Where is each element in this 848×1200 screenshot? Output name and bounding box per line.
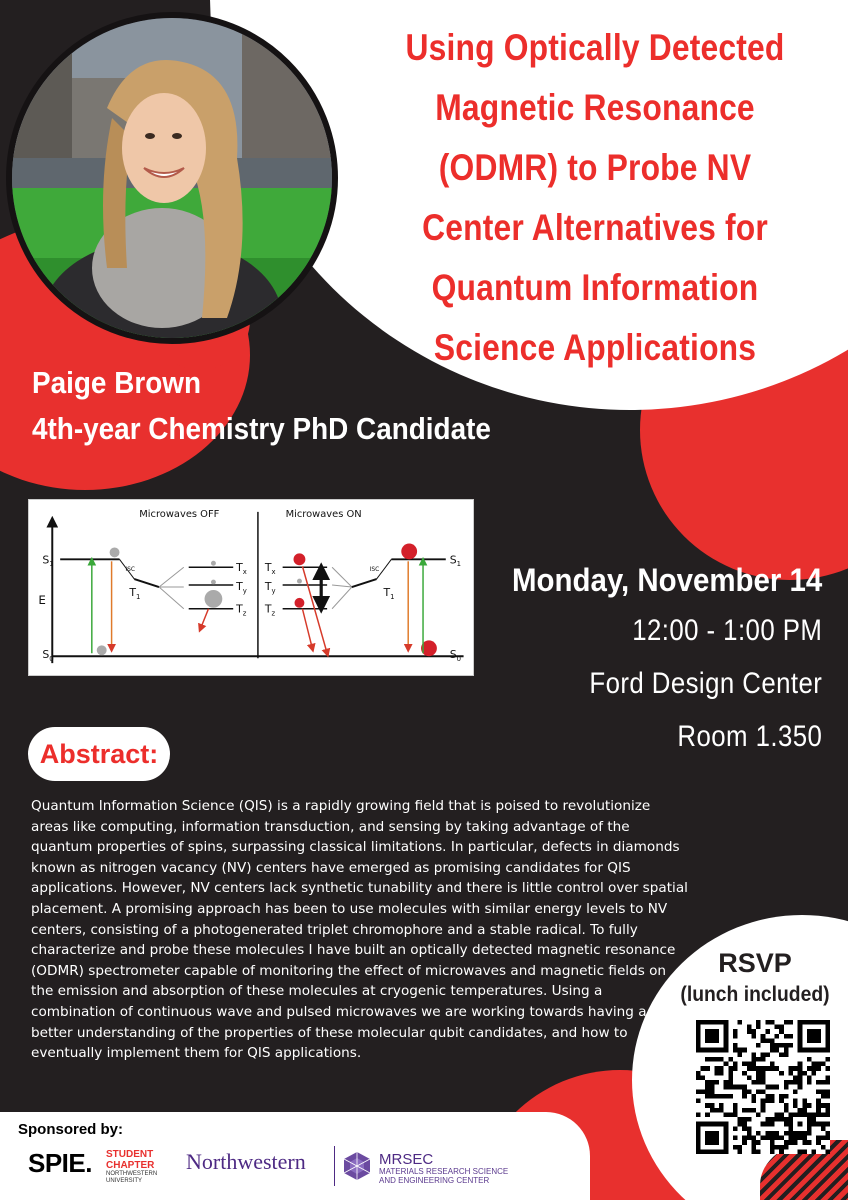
speaker-photo bbox=[6, 12, 338, 344]
event-room: Room 1.350 bbox=[677, 720, 822, 753]
svg-text:S0: $S_0$ bbox=[42, 648, 54, 664]
svg-text:T1: $T_1$ bbox=[383, 585, 395, 601]
label-tz-left: T bbox=[236, 602, 243, 616]
rsvp-note: (lunch included) bbox=[680, 983, 830, 1006]
label-microwaves-off: Microwaves OFF bbox=[139, 508, 220, 520]
spie-chapter-text: STUDENT CHAPTER NORTHWESTERN UNIVERSITY bbox=[106, 1149, 158, 1184]
label-tx-right: T bbox=[264, 561, 272, 575]
abstract-text: Quantum Information Science (QIS) is a rapidly growing field that is poised to revolutionize areas like computing, information transduction, and sensing by taking advantage of the quantum properties of spins, surpassing classical limitations. In particular, defects in diamonds known as nitrogen vacancy (NV) centers have emerged as promising candidates for QIS applications. However, NV centers lack synthetic tunability and there is little control over spatial placement. A promising approach has been to use molecules with similar energy levels to NV centers, consisting of a photogenerated triplet chromophore and a stable radical. To fully characterize and probe these molecules I have built an optically detected magnetic resonance (ODMR) spectrometer capable of monitoring the effect of microwaves and magnetic fields on the emission and absorption of these molecules at cryogenic temperatures. Using a combination of continuous wave and pulsed microwaves we are working towards having a better understanding of the properties of these molecular qubit candidates, and how to eventually implement them for QIS applications. bbox=[31, 798, 688, 1062]
svg-text:Ty: $T_y$ bbox=[236, 579, 247, 595]
svg-text:Tx: $T_x$ bbox=[264, 561, 276, 577]
axis-energy: E bbox=[38, 592, 46, 607]
label-s1-left: S bbox=[42, 553, 50, 567]
label-ty-right: T bbox=[264, 579, 272, 593]
svg-text:Ty: $T_y$ bbox=[264, 579, 276, 595]
event-title: Using Optically Detected Magnetic Resonance (ODMR) to Probe NV Center Alternatives for Quantum Information Science Applications bbox=[405, 27, 785, 368]
northwestern-logo: Northwestern bbox=[186, 1149, 306, 1174]
speaker-info bbox=[32, 360, 491, 452]
event-time: 12:00 - 1:00 PM bbox=[631, 614, 822, 647]
label-ty-left: T bbox=[236, 579, 243, 593]
event-venue: Ford Design Center bbox=[589, 667, 822, 700]
speaker-role: 4th-year Chemistry PhD Candidate bbox=[32, 411, 491, 446]
svg-text:S0: $S_0$ bbox=[449, 648, 462, 664]
label-s0-right: S bbox=[449, 648, 457, 662]
spie-logo: SPIE. bbox=[28, 1148, 92, 1178]
sponsor-divider bbox=[334, 1146, 335, 1186]
label-isc-left: ISC bbox=[125, 566, 136, 574]
svg-text:S1: $S_1$ bbox=[42, 553, 54, 569]
rsvp-block bbox=[660, 944, 848, 1008]
label-tz-right: T bbox=[264, 602, 272, 616]
abstract-label: Abstract: bbox=[28, 727, 170, 781]
event-date: Monday, November 14 bbox=[511, 562, 822, 598]
label-tx-left: T bbox=[236, 561, 243, 575]
label-microwaves-on: Microwaves ON bbox=[285, 508, 362, 520]
speaker-name: Paige Brown bbox=[32, 365, 201, 400]
label-isc-right: ISC bbox=[369, 566, 380, 574]
svg-text:S1: $S_1$ bbox=[449, 553, 462, 569]
svg-text:Tz: $T_z$ bbox=[236, 602, 247, 618]
label-t1-right: T bbox=[383, 585, 391, 599]
odmr-energy-diagram bbox=[28, 499, 474, 676]
label-s1-right: S bbox=[449, 553, 457, 567]
svg-text:Tz: $T_z$ bbox=[264, 602, 276, 618]
mrsec-hexagon-icon bbox=[341, 1150, 373, 1182]
label-s0-left: S bbox=[42, 648, 50, 662]
mrsec-logo-text: MRSEC MATERIALS RESEARCH SCIENCE AND ENGINEERING CENTER bbox=[379, 1151, 509, 1185]
label-t1-left: T bbox=[129, 585, 137, 599]
rsvp-qr-code[interactable] bbox=[696, 1020, 830, 1154]
svg-text:Tx: $T_x$ bbox=[236, 561, 247, 577]
svg-text:T1: $T_1$ bbox=[129, 585, 141, 601]
rsvp-heading: RSVP bbox=[718, 948, 792, 978]
event-details bbox=[485, 556, 822, 763]
sponsor-label: Sponsored by: bbox=[18, 1121, 124, 1138]
